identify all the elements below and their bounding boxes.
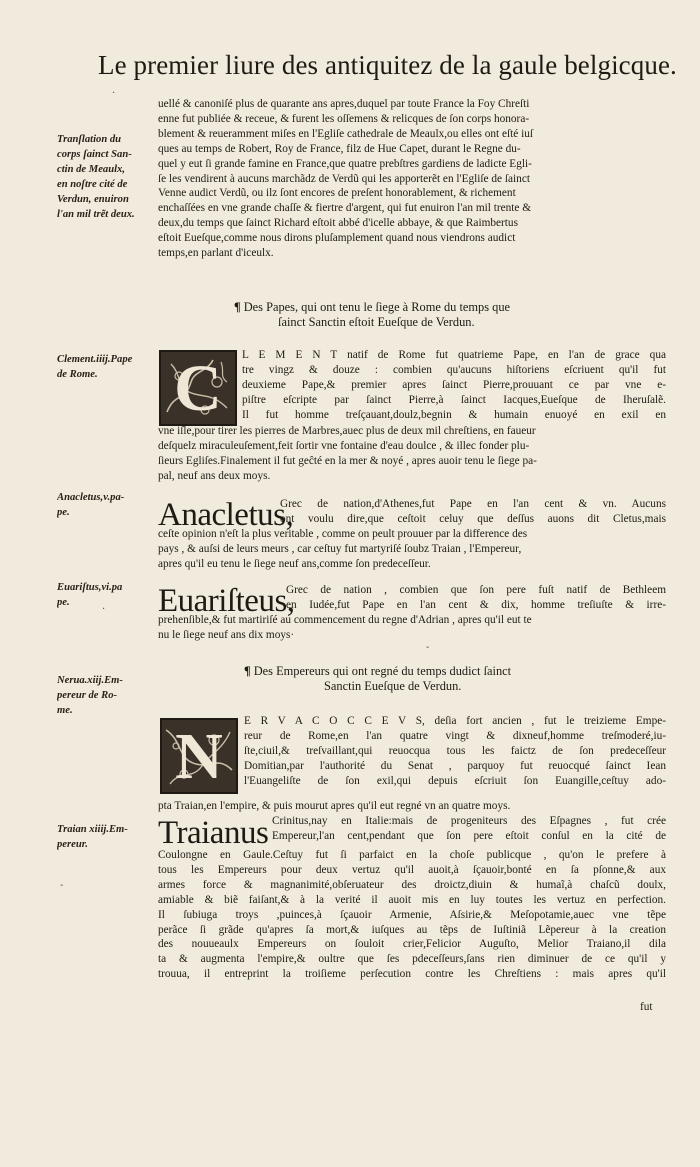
text-line: Venne audict Verdũ, ou ilz ſont encores de preſent honorablement, & richement (158, 187, 516, 200)
paragraph-nerua-side (244, 714, 666, 789)
text-line: temps,en parlant d'iceulx. (158, 247, 274, 260)
text-line: Coulongne en Gaule.Ceſtuy fut ſi parfaict en la choſe publicque , qu'on le prefere à (158, 849, 666, 861)
margin-note-line: pereur de Ro- (57, 690, 118, 701)
text-line: enne fut publiée & receue, & furent les oſſemens & relicques de ſon corps honora- (158, 112, 530, 125)
text-line: deſquelz miraculeuſement,feit ſortir vne fontaine d'eau doulce , & illec fonder plu- (158, 439, 530, 452)
text-line: perãce ſi grãde qu'apres ſa mort,& iuſques au tẽps de Iuſtiniã Lẽpereur à la creation (158, 923, 666, 936)
ink-speck: · (112, 88, 116, 99)
margin-note-line: l'an mil trẽt deux. (57, 209, 135, 220)
text-line: blement & reueramment miſes en l'Egliſe cathedrale de Meaulx,ou elles ont eſté iuſ (158, 127, 534, 140)
text-line: pays , & auſsi de leurs meurs , car ceſtuy fut martyriſé ſoubz Traian , l'Empereur, (158, 542, 522, 555)
text-line: trouua, il entreprint la troiſieme perſecution contre les Chreſtiens : mais apres qu'il (158, 968, 666, 981)
text-line: deux,du temps que ſainct Richard eſtoit abbé d'icelle abbaye, & que Raimbertus (158, 217, 518, 230)
text-line: reur de Rome,en l'an quatre vingt & dixneuf,homme treſmoderé,iu- (244, 729, 666, 742)
margin-note-line: Verdun, enuiron (57, 194, 129, 205)
text-line: Il ſubiuga troys ,puinces,à ſçauoir Armenie, Aſsirie,& Meſopotamie,auec vne tẽpe (158, 908, 666, 921)
text-line: tous les Empereurs pour deux vertuz qu'il auoit,à ſçauoir,bonté en ſa pſonne,& aux (158, 863, 666, 876)
initial-letter: N (175, 720, 223, 793)
margin-note-line: en noſtre cité de (57, 179, 128, 190)
text-line: apres qu'il eu tenu le ſiege neuf ans,comme ſon predeceſſeur. (158, 557, 431, 570)
margin-note-traian (57, 822, 151, 852)
margin-note-line: Clement.iiij.Pape (57, 354, 133, 365)
text-line: ſte,ciuil,& treſvaillant,qui reuocqua tous les faictz de ſon predeceſſeur (244, 744, 666, 757)
text-line: quel y eut ſi grande famine en France,que quatre prebſtres gardiens de ladicte Egli- (158, 157, 532, 170)
text-line: pta Traian,en l'empire, & puis mourut apres qu'il eut regné vn an quatre moys. (158, 800, 511, 812)
text-line: eſtoit Eueſque,comme nous dirons pluſamplement quand nous viendrons audict (158, 232, 516, 245)
paragraph-euaristus-side (286, 583, 666, 613)
paragraph-clement-side (242, 348, 666, 423)
margin-note-line: ctin de Meaulx, (57, 164, 125, 175)
ink-speck: - (60, 880, 64, 891)
paragraph-relics (158, 97, 666, 261)
pilcrow-icon: ¶ (234, 300, 241, 314)
section-heading-popes (234, 300, 654, 330)
section-heading-emperors (244, 664, 664, 694)
text-line: deuxieme Pape,& premier apres ſainct Pierre,prouuant ce par vne e- (242, 378, 666, 391)
margin-note-line: pereur. (57, 839, 88, 850)
heading-line: Des Papes, qui ont tenu le ſiege à Rome du temps que (243, 300, 511, 314)
ink-speck: · (102, 604, 106, 615)
text-line: nu le ſiege neuf ans dix moys· (158, 628, 295, 641)
woodcut-initial-n (160, 718, 238, 794)
margin-note-line: corps ſainct San- (57, 149, 132, 160)
text-line: tre vingz & douze : combien qu'aucuns hiſtoriens eſcriuent qu'il fut (242, 363, 666, 376)
ink-speck: - (426, 642, 430, 653)
text-line: en Iudée,fut Pape en l'an cent & dix, homme treſiuſte & irre- (286, 598, 666, 611)
text-line: Grec de nation,d'Athenes,fut Pape en l'an cent & vn. Aucuns (280, 498, 666, 510)
catchword: fut (640, 1001, 653, 1013)
text-line: Domitian,par l'authorité du Senat , parquoy fut reuocqué ſainct Iean (244, 759, 666, 772)
paragraph-clement (158, 424, 666, 484)
text-line: amiable & biẽ faiſant,& à la verité il auoit mis en luy toutes les vertuz en perfection. (158, 893, 666, 906)
text-line: ſieurs Egliſes.Finalement il fut geĉté en la mer & noyé , apres auoir tenu le ſiege pa- (158, 454, 537, 467)
large-word-anacletus: Anacletus, (158, 497, 294, 533)
heading-line: Des Empereurs qui ont regné du temps dudict ſainct (253, 664, 512, 678)
text-line: ceſte opinion n'eſt la plus veritable , comme on peult prouuer par la difference des (158, 528, 528, 540)
margin-note-line: Traian xiiij.Em- (57, 824, 128, 835)
margin-note-line: pe. (57, 507, 70, 518)
margin-note-line: Euariſtus,vi.pa (57, 582, 123, 593)
pilcrow-icon: ¶ (244, 664, 251, 678)
large-word-euaristus: Euariſteus, (158, 583, 295, 619)
paragraph-nerua (158, 799, 666, 814)
text-line: prehenſible,& fut martiriſé au commencement du regne d'Adrian , apres qu'il eut te (158, 614, 532, 626)
margin-note-line: de Rome. (57, 369, 98, 380)
text-line: uellé & canoniſé plus de quarante ans apres,duquel par toute France la Foy Chreſti (158, 98, 530, 110)
margin-note-line: me. (57, 705, 73, 716)
text-line: Il fut homme treſçauant,doulz,begnin & humain enuoyé en exil en (242, 408, 666, 421)
text-line: ſe les vendirent à aucuns marchãdz de Verdũ qui les apporterẽt en l'Egliſe de ſainct (158, 172, 530, 185)
text-line: pal, neuf ans deux moys. (158, 469, 271, 482)
margin-note-line: Nerua.xiij.Em- (57, 675, 123, 686)
paragraph-traianus-side (272, 814, 666, 844)
text-line: Grec de nation , combien que ſon pere fuſt natif de Bethleem (286, 584, 666, 596)
text-line: Empereur,l'an cent,pendant que ſon pere eſtoit conſul en la cité de (272, 829, 666, 842)
text-line: enchaſſées en vne grande chaſſe & fiertre d'argent, qui fut enuiron l'an mil trente & (158, 202, 532, 215)
margin-note-anacletus (57, 490, 151, 520)
heading-line: Sanctin Eueſque de Verdun. (324, 679, 462, 693)
paragraph-anacletus-side (280, 497, 666, 527)
text-line: vne iſle,pour tirer les pierres de Marbres,auec plus de deux mil chreſtiens, en faueur (158, 425, 536, 437)
text-line: armes force & magnanimité,obſeruateur des droictz,diuin & humaĩ,à chaſcũ doulx, (158, 878, 666, 891)
text-line: ont voulu dire,que ceſtoit celuy que deſſus auons dit Cletus,mais (280, 512, 666, 525)
margin-note-clement (57, 352, 151, 382)
text-line: E R V A C O C C E V S, deſia fort ancien , fut le treizieme Empe- (244, 715, 666, 727)
text-line: L E M E N T natif de Rome fut quatrieme Pape, en l'an de grace qua (242, 349, 666, 361)
large-word-traianus: Traianus (158, 815, 269, 851)
woodcut-initial-c (159, 350, 237, 426)
initial-letter: C (174, 352, 222, 425)
text-line: ta & augmenta l'empire,& oultre que ſes pdeceſſeurs,ſans rien diminuer de ce qu'il y (158, 953, 666, 966)
paragraph-anacletus (158, 527, 666, 572)
margin-note-nerua (57, 673, 151, 718)
text-line: des nouueaulx Empereurs on ſouloit crier,Felicior Auguſto, Melior Traiano,il dila (158, 938, 666, 951)
running-header: Le premier liure des antiquitez de la gaule belgicque. (98, 50, 677, 80)
paragraph-euaristus (158, 613, 666, 643)
text-line: piſtre eſcripte par ſainct Pierre,à ſainct Iacques,Eueſque de Iheruſalẽ. (242, 393, 666, 406)
text-line: ques au temps de Robert, Roy de France, filz de Hue Capet, durant le Regne du- (158, 142, 521, 155)
margin-note-translation (57, 132, 151, 222)
margin-note-line: Tranſlation du (57, 134, 122, 145)
margin-note-line: Anacletus,v.pa- (57, 492, 125, 503)
paragraph-traianus (158, 848, 666, 982)
text-line: l'Euangeliſte de ſon exil,qui depuis eſcriuit ſon Euangille,ceſtuy ado- (244, 774, 666, 787)
text-line: Crinitus,nay en Italie:mais de progeniteurs des Eſpagnes , fut crée (272, 815, 666, 827)
margin-note-line: pe. (57, 597, 70, 608)
heading-line: ſainct Sanctin eſtoit Eueſque de Verdun. (278, 315, 475, 329)
